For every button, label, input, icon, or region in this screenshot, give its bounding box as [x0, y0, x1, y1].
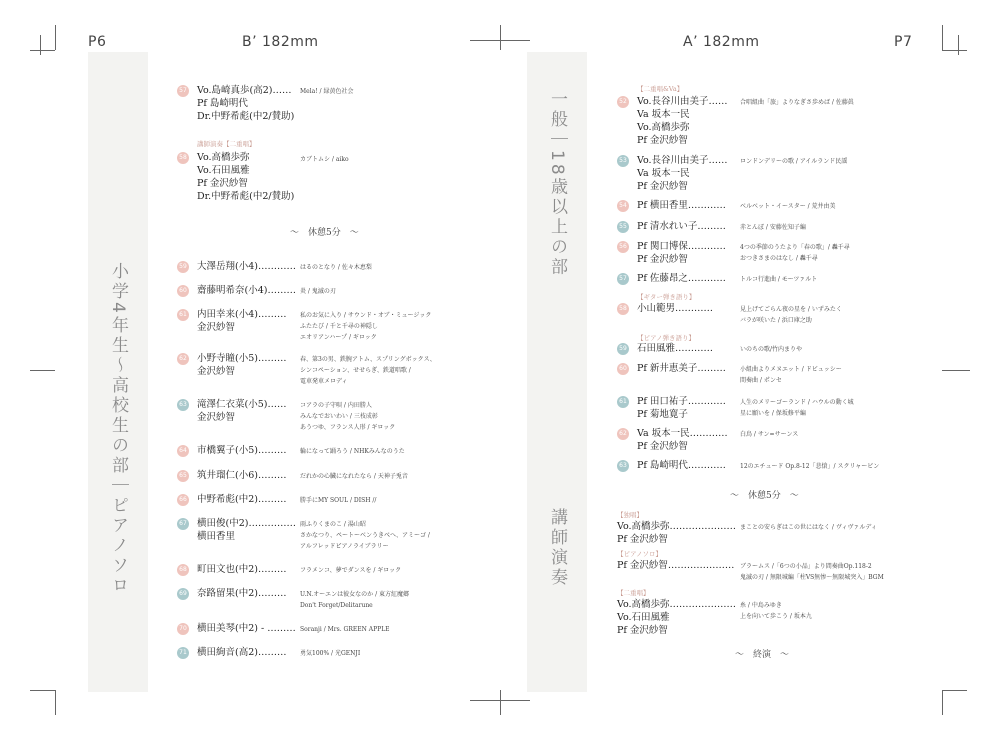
entry-number-badge: 58 [617, 303, 629, 315]
performer-name: 金沢紗智 [197, 322, 236, 333]
performer-list [197, 517, 296, 543]
performer-list [197, 284, 296, 297]
intermission-label: 〜 休憩5分 〜 [730, 491, 799, 501]
performer-list [637, 302, 713, 315]
size-label-left: B’ 182mm [242, 34, 319, 50]
piece-title: 私のお気に入り / サウンド・オブ・ミュージック [300, 312, 432, 319]
crop-mark [30, 690, 55, 691]
performer-name: Vo.石田風雅 [197, 165, 250, 176]
piece-title: おつきさまのはなし / 轟千尋 [740, 255, 818, 262]
performer-list [197, 469, 286, 482]
performer-name: 金沢紗智 [197, 366, 236, 377]
left-vertical-title: 小学4年生〜高校生の部｜ピアノソロ [108, 262, 128, 596]
performer-list [637, 95, 728, 147]
performer-name: 小山範男………… [637, 303, 714, 314]
entry-number-badge: 53 [617, 155, 629, 167]
entry-number-badge: 59 [617, 343, 629, 355]
piece-title: バラが咲いた / 浜口庫之助 [740, 317, 812, 324]
piece-title: まことの安らぎはこの世にはなく / ヴィヴァルディ [740, 524, 877, 531]
piece-title: 4つの季節のうたより「春の歌」/ 轟千尋 [740, 244, 850, 251]
right-vertical-title-teacher: 講師演奏 [547, 508, 567, 588]
performer-name: Pf 金沢紗智………………… [617, 560, 735, 571]
piece-title: 星に願いを / 保坂修平編 [740, 410, 806, 417]
entry-number-badge: 61 [177, 309, 189, 321]
performer-name: 横田俊(中2)…………… [197, 518, 296, 529]
section-bracket: 【ピアノソロ】 [617, 550, 662, 558]
piece-title: ブラームス /「6つの小品」より間奏曲Op.118-2 [740, 563, 872, 570]
piece-title: カブトムシ / aiko [300, 156, 349, 163]
entry-number-badge: 68 [177, 564, 189, 576]
piece-title: 小組曲よりメヌエット / ドビュッシー [740, 366, 842, 373]
entry-number-badge: 65 [177, 470, 189, 482]
entry-number-badge: 67 [177, 518, 189, 530]
entry-number-badge: 55 [617, 221, 629, 233]
section-bracket: 【二重唱&Va】 [637, 85, 684, 93]
crop-mark [942, 690, 943, 715]
performer-name: Pf 新井恵美子……… [637, 363, 726, 374]
entry-number-badge: 62 [617, 428, 629, 440]
performer-name: Pf 菊地寛子 [637, 409, 688, 420]
performer-list [197, 84, 294, 123]
piece-title: 白鳥 / サン=サーンス [740, 431, 799, 438]
crop-mark [30, 50, 55, 51]
performer-name: Pf 島崎明代………… [637, 460, 726, 471]
performer-list [197, 444, 286, 457]
performer-list [637, 199, 726, 212]
performer-name: Va 坂本一民 [637, 168, 690, 179]
performer-name: Pf 清水れい子……… [637, 221, 726, 232]
piece-title: Soranji / Mrs. GREEN APPLE [300, 626, 390, 633]
piece-title: だれかの心臓になれたなら / 天神子兎音 [300, 473, 408, 480]
performer-name: Vo.高橋歩弥………………… [617, 599, 737, 610]
piece-title: 春、第3の男、鉄腕アトム、スプリングボックス、 [300, 356, 436, 363]
piece-title: 炎 / 鬼滅の刃 [300, 288, 336, 295]
performer-name: Va 坂本一民 [637, 109, 690, 120]
piece-title: 糸 / 中島みゆき [740, 602, 782, 609]
performer-name: Dr.中野希彪(中2/賛助) [197, 191, 295, 202]
right-vertical-title-general: 一般｜18歳以上の部 [547, 90, 567, 278]
page-number-left: P6 [88, 34, 107, 50]
performer-name: Pf 金沢紗智 [617, 625, 668, 636]
piece-title: ふたたび / 千と千尋の神隠し [300, 323, 378, 330]
performer-name: Pf 横田香里………… [637, 200, 726, 211]
performer-name: Dr.中野希彪(中2/賛助) [197, 111, 295, 122]
piece-title: 上を向いて歩こう / 坂本九 [740, 613, 812, 620]
piece-title: 12のエチュード Op.8-12「悲愴」/ スクリャービン [740, 463, 880, 470]
piece-title: 電車発車メロディ [300, 378, 348, 385]
piece-title: アルフレッドピアノライブラリー [300, 543, 389, 550]
performer-list [617, 559, 734, 572]
crop-mark [942, 690, 967, 691]
crop-mark [942, 25, 943, 50]
section-bracket: 講師演奏【二重唱】 [197, 140, 256, 148]
piece-title: トルコ行進曲 / モーツァルト [740, 276, 818, 283]
crop-mark [942, 50, 967, 51]
piece-title: U.N.オーエンは彼女なのか / 東方紅魔郷 [300, 591, 410, 598]
performer-name: 筑井瑠仁(小6)……… [197, 470, 287, 481]
performer-name: Vo.長谷川由美子…… [637, 96, 728, 107]
size-label-right: A’ 182mm [683, 34, 760, 50]
crop-mark [500, 690, 501, 715]
performer-name: Pf 金沢紗智 [617, 534, 668, 545]
performer-list [197, 563, 286, 576]
piece-title: エオリアンハープ / ギロック [300, 334, 377, 341]
performer-name: Pf 関口博保………… [637, 241, 726, 252]
performer-list [197, 646, 286, 659]
piece-title: Don't Forget/Delitarune [300, 602, 373, 609]
piece-title: 勝手にMY SOUL / DISH // [300, 497, 377, 504]
performer-list [197, 151, 294, 203]
performer-list [197, 308, 286, 334]
piece-title: 赤とんぼ / 安藤佐知子編 [740, 224, 806, 231]
section-bracket: 【独唱】 [617, 511, 643, 519]
piece-title: ベルベット・イースター / 荒井由美 [740, 203, 836, 210]
entry-number-badge: 70 [177, 623, 189, 635]
entry-number-badge: 63 [177, 399, 189, 411]
performer-list [617, 598, 736, 637]
performer-name: Vo.高橋歩弥 [197, 152, 250, 163]
section-bracket: 【ピアノ弾き語り】 [637, 334, 695, 342]
entry-number-badge: 64 [177, 445, 189, 457]
performer-list [637, 395, 726, 421]
performer-list [197, 398, 286, 424]
piece-title: 見上げてごらん夜の星を / いずみたく [740, 306, 842, 313]
performer-name: 横田香里 [197, 531, 236, 542]
performer-name: 小野寺瞳(小5)……… [197, 353, 287, 364]
performer-list [197, 493, 286, 506]
performer-name: 内田幸来(小4)……… [197, 309, 287, 320]
section-bracket: 【ギター弾き語り】 [637, 293, 696, 301]
performer-name: Pf 田口祐子………… [637, 396, 726, 407]
entry-number-badge: 66 [177, 494, 189, 506]
entry-number-badge: 60 [177, 285, 189, 297]
section-bracket: 【二重唱】 [617, 589, 650, 597]
entry-number-badge: 54 [617, 200, 629, 212]
performer-name: Pf 金沢紗智 [637, 441, 688, 452]
entry-number-badge: 61 [617, 396, 629, 408]
intermission-label: 〜 休憩5分 〜 [290, 228, 359, 238]
performer-name: 齋藤明希奈(小4)……… [197, 285, 296, 296]
performer-name: Vo.石田風雅 [617, 612, 670, 623]
crop-mark [500, 25, 501, 50]
crop-mark [958, 35, 959, 55]
performer-list [637, 459, 726, 472]
entry-number-badge: 69 [177, 588, 189, 600]
piece-title: 合唱組曲「旅」よりなぎさ歩めば / 佐藤眞 [740, 99, 854, 106]
performer-list [617, 520, 736, 546]
performer-name: 横田美琴(中2) - ……… [197, 623, 296, 634]
performer-name: Pf 金沢紗智 [637, 181, 688, 192]
piece-title: Mela! / 緑黄色社会 [300, 88, 354, 95]
performer-list [197, 352, 286, 378]
performer-list [197, 622, 296, 635]
performer-name: Pf 金沢紗智 [637, 135, 688, 146]
performer-name: 町田文也(中2)……… [197, 564, 287, 575]
crop-mark [40, 35, 41, 55]
performer-list [197, 260, 296, 273]
piece-title: 雨ふりくまのこ / 湯山昭 [300, 521, 366, 528]
piece-title: シンコペーション、せせらぎ、鉄道唱歌 / [300, 367, 411, 374]
piece-title: さかなつり、ペートーベンうきべへ、アミーゴ / [300, 532, 430, 539]
performer-name: Vo.高橋歩弥………………… [617, 521, 737, 532]
performer-list [637, 362, 726, 375]
entry-number-badge: 58 [177, 152, 189, 164]
performer-list [637, 427, 728, 453]
piece-title: 鬼滅の刃 / 無限城編「柱VS無惨〜無限城突入」BGM [740, 574, 884, 581]
performer-name: Vo.長谷川由美子…… [637, 155, 728, 166]
performer-name: Pf 金沢紗智 [197, 178, 248, 189]
performer-name: Vo.高橋歩弥 [637, 122, 690, 133]
piece-title: あうつゆ、フランス人形 / ギロック [300, 424, 396, 431]
piece-title: 勇気100% / 光GENJI [300, 650, 361, 657]
performer-name: 金沢紗智 [197, 412, 236, 423]
entry-number-badge: 56 [617, 241, 629, 253]
performer-name: Pf 佐藤昂之………… [637, 273, 726, 284]
performer-name: Vo.島崎真歩(高2)…… [197, 85, 292, 96]
entry-number-badge: 52 [617, 96, 629, 108]
performer-name: 大澤岳翔(小4)………… [197, 261, 296, 272]
performer-list [197, 587, 286, 600]
entry-number-badge: 71 [177, 647, 189, 659]
piece-title: 間奏曲 / ポンセ [740, 377, 782, 384]
piece-title: 輪になって踊ろう / NHKみんなのうた [300, 448, 405, 455]
entry-number-badge: 62 [177, 353, 189, 365]
piece-title: コアラの子守唄 / 内田勝人 [300, 402, 372, 409]
performer-name: 中野希彪(中2)……… [197, 494, 287, 505]
piece-title: みんなでおいわい / 三枝成彰 [300, 413, 378, 420]
ending-label: 〜 終演 〜 [735, 650, 790, 660]
crop-mark [55, 690, 56, 715]
entry-number-badge: 60 [617, 363, 629, 375]
performer-name: 市橋翼子(小5)……… [197, 445, 287, 456]
performer-name: Pf 島崎明代 [197, 98, 248, 109]
piece-title: ロンドンデリーの歌 / アイルランド民謡 [740, 158, 848, 165]
performer-name: 奈路留果(中2)……… [197, 588, 287, 599]
piece-title: 人生のメリーゴーランド / ハウルの動く城 [740, 399, 854, 406]
piece-title: フラメンコ、夢でダンスを / ギロック [300, 567, 402, 574]
performer-list [637, 272, 726, 285]
page-number-right: P7 [894, 34, 913, 50]
entry-number-badge: 63 [617, 460, 629, 472]
performer-list [637, 342, 713, 355]
entry-number-badge: 59 [177, 261, 189, 273]
entry-number-badge: 57 [617, 273, 629, 285]
performer-name: Pf 金沢紗智 [637, 254, 688, 265]
performer-name: 石田風雅………… [637, 343, 714, 354]
performer-name: Va 坂本一民………… [637, 428, 728, 439]
performer-name: 滝澤仁衣菜(小5)…… [197, 399, 287, 410]
crop-mark [942, 370, 970, 371]
crop-mark [30, 370, 55, 371]
entry-number-badge: 57 [177, 85, 189, 97]
crop-mark [55, 25, 56, 50]
performer-name: 横田絢音(高2)……… [197, 647, 287, 658]
performer-list [637, 154, 728, 193]
performer-list [637, 220, 726, 233]
piece-title: いのちの歌/竹内まりや [740, 346, 803, 353]
performer-list [637, 240, 726, 266]
piece-title: はるのとなり / 佐々木恵梨 [300, 264, 372, 271]
